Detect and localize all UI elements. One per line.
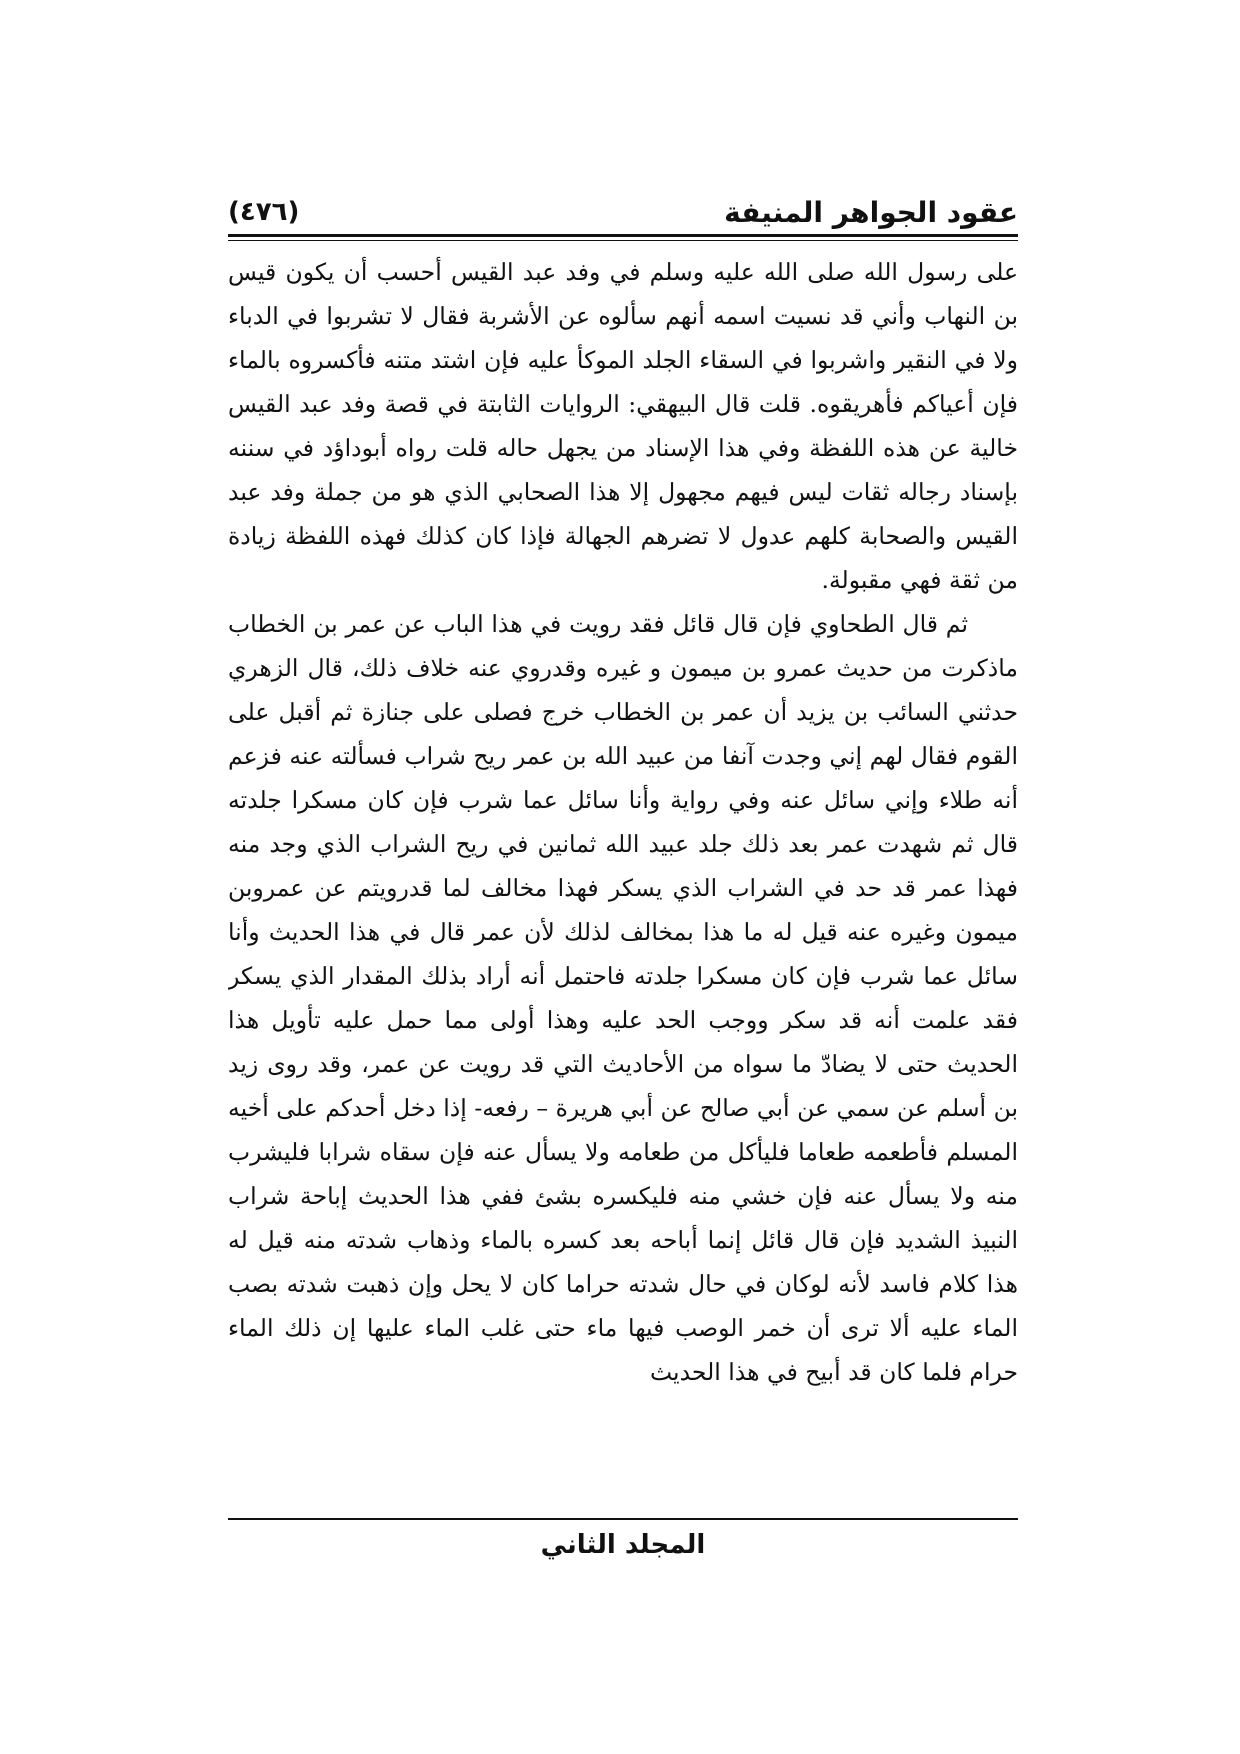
footer-rule bbox=[228, 1518, 1018, 1520]
header-rule bbox=[228, 234, 1018, 237]
paragraph-1: على رسول الله صلى الله عليه وسلم في وفد عبد القيس أحسب أن يكون قيس بن النهاب وأني قد نسيت اسمه أنهم سألوه عن الأشربة فقال لا تشربوا في الدباء ولا في النقير واشربوا في السقاء الجلد الموكأ عليه فإن اشتد متنه فأكسروه بالماء فإن أعياكم فأهريقوه. قلت قال البيهقي: الروايات الثابتة في قصة وفد عبد القيس خالية عن هذه اللفظة وفي هذا الإسناد من يجهل حاله قلت رواه أبوداؤد في سننه بإسناد رجاله ثقات ليس فيهم مجهول إلا هذا الصحابي الذي هو من جملة وفد عبد القيس والصحابة كلهم عدول لا تضرهم الجهالة فإذا كان كذلك فهذه اللفظة زيادة من ثقة فهي مقبولة. bbox=[228, 258, 1018, 594]
book-title: عقود الجواهر المنيفة bbox=[724, 195, 1018, 229]
page-number: (٤٧٦) bbox=[228, 197, 300, 227]
body-text bbox=[228, 250, 1018, 1500]
paragraph-2: ثم قال الطحاوي فإن قال قائل فقد رويت في هذا الباب عن عمر بن الخطاب ماذكرت من حديث عمرو بن ميمون و غيره وقدروي عنه خلاف ذلك، قال الزهري حدثني السائب بن يزيد أن عمر بن الخطاب خرج فصلى على جنازة ثم أقبل على القوم فقال لهم إني وجدت آنفا من عبيد الله بن عمر ريح شراب فسألته عنه فزعم أنه طلاء وإني سائل عنه وفي رواية وأنا سائل عما شرب فإن كان مسكرا جلدته قال ثم شهدت عمر بعد ذلك جلد عبيد الله ثمانين في ريح الشراب الذي وجد منه فهذا عمر قد حد في الشراب الذي يسكر فهذا مخالف لما قدرويتم عن عمروبن ميمون وغيره عنه قيل له ما هذا بمخالف لذلك لأن عمر قال في هذا الحديث وأنا سائل عما شرب فإن كان مسكرا جلدته فاحتمل أنه أراد بذلك المقدار الذي يسكر فقد علمت أنه قد سكر ووجب الحد عليه وهذا أولى مما حمل عليه تأويل هذا الحديث حتى لا يضادّ ما سواه من الأحاديث التي قد رويت عن عمر، وقد روى زيد بن أسلم عن سمي عن أبي صالح عن أبي هريرة – رفعه- إذا دخل أحدكم على أخيه المسلم فأطعمه طعاما فليأكل من طعامه ولا يسأل عنه فإن سقاه شرابا فليشرب منه ولا يسأل عنه فإن خشي منه فليكسره بشئ ففي هذا الحديث إباحة شراب النبيذ الشديد فإن قال قائل إنما أباحه بعد كسره بالماء وذهاب شدته منه قيل له هذا كلام فاسد لأنه لوكان في حال شدته حراما كان لا يحل وإن ذهبت شدته بصب الماء عليه ألا ترى أن خمر الوصب فيها ماء حتى غلب الماء عليها إن ذلك الماء حرام فلما كان قد أبيح في هذا الحديث bbox=[228, 610, 1018, 1386]
page-header bbox=[228, 188, 1018, 236]
header-rule-thin bbox=[228, 240, 1018, 241]
volume-label: المجلد الثاني bbox=[540, 1530, 706, 1560]
